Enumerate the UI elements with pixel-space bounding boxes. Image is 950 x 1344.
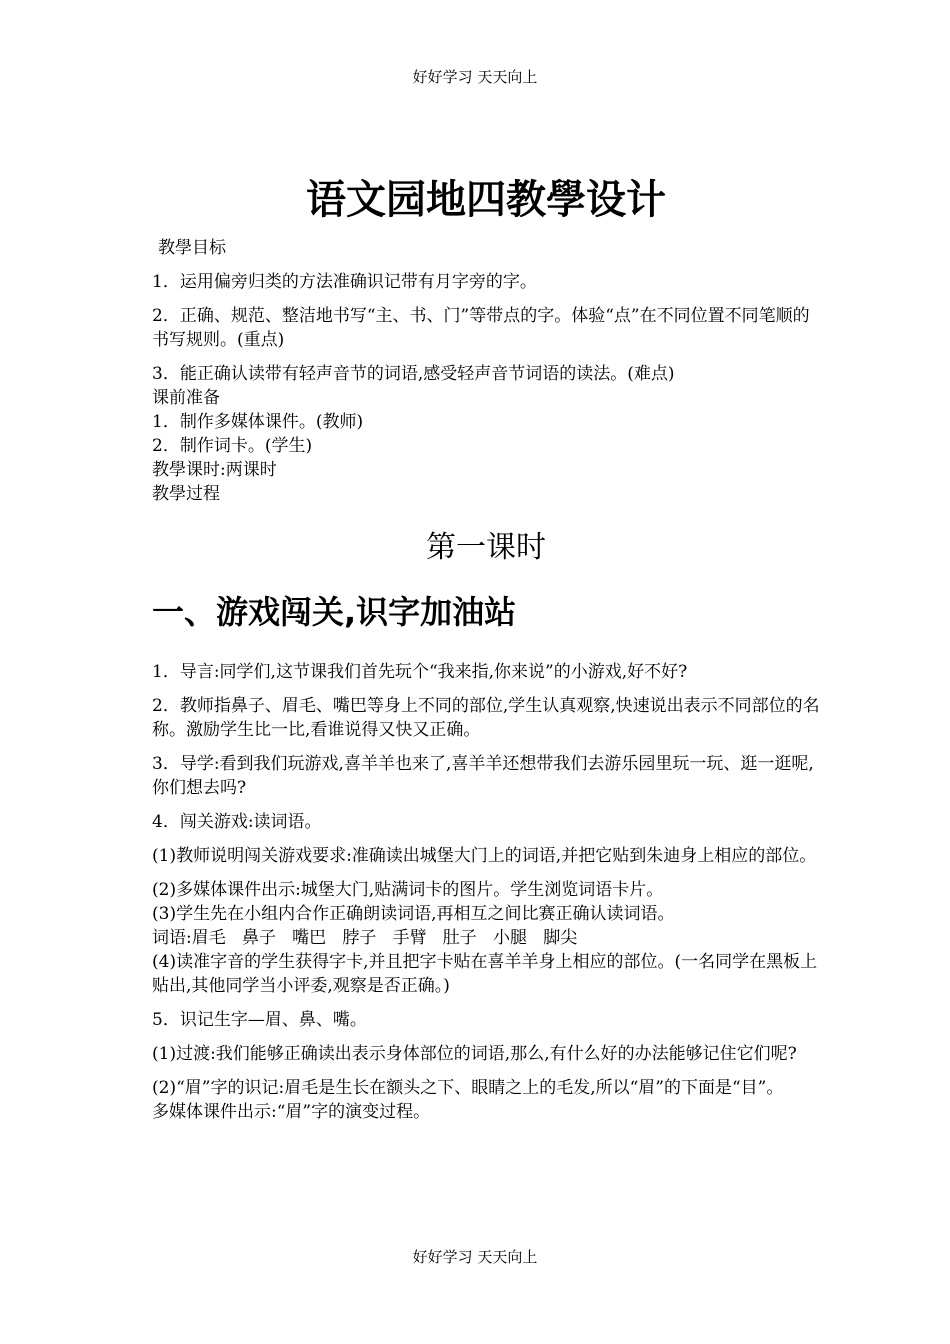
prep-item-2: 2．制作词卡。(学生) [152, 436, 313, 456]
step-5: 5．识记生字—眉、鼻、嘴。 [152, 1010, 367, 1030]
step-3: 3．导学:看到我们玩游戏,喜羊羊也来了,喜羊羊还想带我们去游乐园里玩一玩、逛一逛呢,你们想去吗? [152, 754, 814, 798]
prep-heading: 课前准备 [152, 388, 220, 408]
prep-item-1: 1．制作多媒体课件。(教师) [152, 412, 364, 432]
step-5-1: (1)过渡:我们能够正确读出表示身体部位的词语,那么,有什么好的办法能够记住它们呢? [152, 1044, 797, 1064]
goal-item-1: 1．运用偏旁归类的方法准确识记带有月字旁的字。 [152, 272, 537, 292]
goals-heading: 教學目标 [158, 238, 226, 258]
page-header: 好好学习 天天向上 [412, 68, 538, 86]
step-4-3: (3)学生先在小组内合作正确朗读词语,再相互之间比赛正确认读词语。 [152, 904, 675, 924]
lesson-title: 第一课时 [426, 530, 546, 565]
goal-item-3: 3．能正确认读带有轻声音节的词语,感受轻声音节词语的读法。(难点) [152, 364, 675, 384]
step-4-4: (4)读准字音的学生获得字卡,并且把字卡贴在喜羊羊身上相应的部位。(一名同学在黑板上贴出,其他同学当小评委,观察是否正确。) [152, 952, 818, 996]
step-1: 1．导言:同学们,这节课我们首先玩个“我来指,你来说”的小游戏,好不好? [152, 662, 688, 682]
class-hours: 教學课时:两课时 [152, 460, 277, 480]
step-4: 4．闯关游戏:读词语。 [152, 812, 322, 832]
goal-item-2: 2．正确、规范、整洁地书写“主、书、门”等带点的字。体验“点”在不同位置不同笔顺的书写规则。(重点) [152, 306, 810, 350]
section-title: 一、游戏闯关,识字加油站 [152, 593, 517, 631]
step-5-2: (2)“眉”字的识记:眉毛是生长在额头之下、眼睛之上的毛发,所以“眉”的下面是“目”。 多媒体课件出示:“眉”字的演变过程。 [152, 1078, 811, 1122]
step-4-2: (2)多媒体课件出示:城堡大门,贴满词卡的图片。学生浏览词语卡片。 [152, 880, 664, 900]
document-title: 语文园地四教學设计 [306, 177, 666, 223]
process-heading: 教學过程 [152, 484, 220, 504]
document-body [152, 170, 820, 1124]
page-footer: 好好学习 天天向上 [412, 1248, 538, 1266]
step-2: 2．教师指鼻子、眉毛、嘴巴等身上不同的部位,学生认真观察,快速说出表示不同部位的名称。激励学生比一比,看谁说得又快又正确。 [152, 696, 820, 740]
step-4-1: (1)教师说明闯关游戏要求:准确读出城堡大门上的词语,并把它贴到朱迪身上相应的部位。 [152, 846, 817, 866]
word-list: 词语:眉毛 鼻子 嘴巴 脖子 手臂 肚子 小腿 脚尖 [152, 928, 578, 948]
